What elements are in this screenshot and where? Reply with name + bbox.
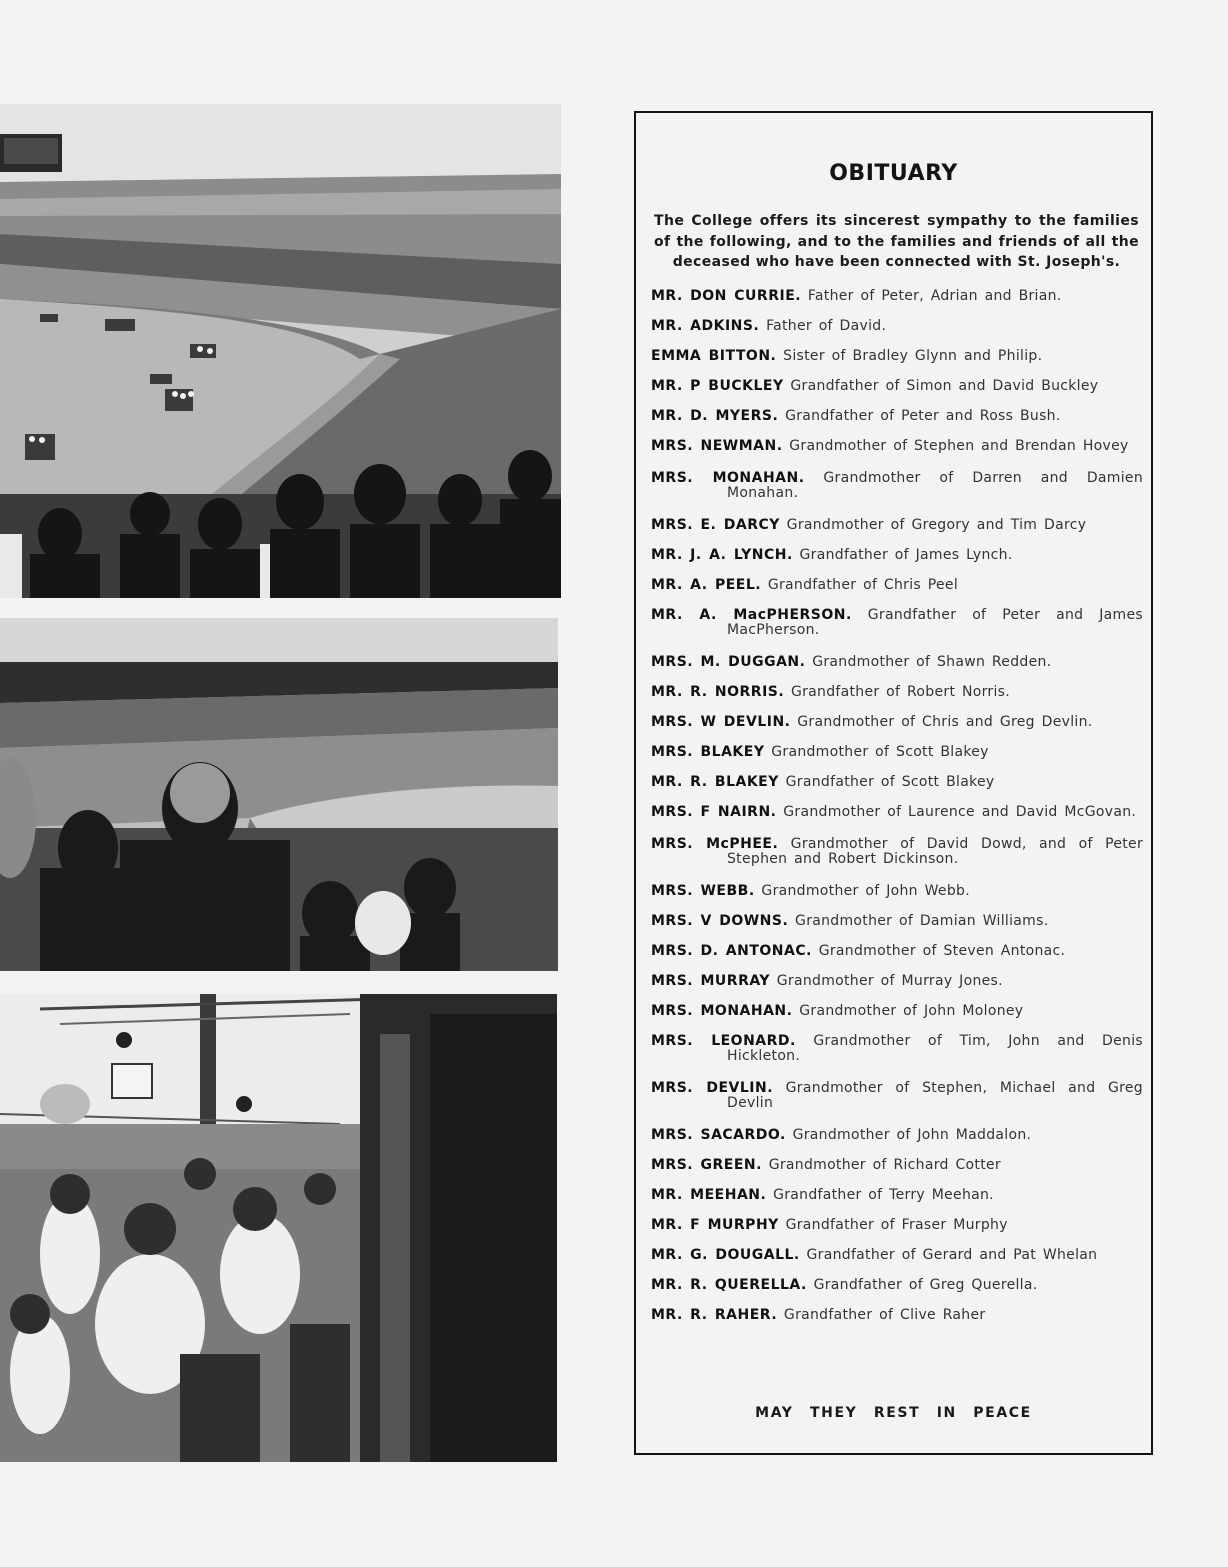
obituary-entry (651, 837, 1143, 867)
stadium-crowd-photo (0, 104, 561, 598)
entry-name: MRS. LEONARD. (651, 1033, 796, 1049)
entry-name: MRS. DEVLIN. (651, 1080, 774, 1096)
entry-relation: Grandfather of Gerard and Pat Whelan (806, 1247, 1098, 1263)
entry-name: MR. G. DOUGALL. (651, 1247, 800, 1263)
entry-name: MR. ADKINS. (651, 318, 760, 334)
obituary-entry (651, 1081, 1143, 1111)
obituary-title: OBITUARY (829, 161, 958, 186)
obituary-entry (651, 974, 1143, 989)
obituary-entry (651, 319, 1143, 334)
obituary-list (651, 289, 1143, 1338)
entry-name: MRS. D. ANTONAC. (651, 943, 812, 959)
entry-name: MRS. SACARDO. (651, 1127, 786, 1143)
entry-relation: Grandfather of Clive Raher (783, 1307, 986, 1323)
entry-name: MR. MEEHAN. (651, 1187, 767, 1203)
entry-relation: Grandmother of Shawn Redden. (812, 654, 1052, 670)
obituary-entry (651, 1218, 1143, 1233)
obituary-entry (651, 578, 1143, 593)
entry-relation: Grandmother of Chris and Greg Devlin. (797, 714, 1093, 730)
obituary-entry (651, 745, 1143, 760)
entry-name: MRS. V DOWNS. (651, 913, 789, 929)
entry-name: MRS. McPHEE. (651, 836, 779, 852)
entry-relation: Grandmother of Tim, John and Denis Hickleton. (727, 1033, 1143, 1064)
obituary-entry (651, 655, 1143, 670)
obituary-entry (651, 715, 1143, 730)
obituary-entry (651, 685, 1143, 700)
entry-relation: Grandmother of Laurence and David McGovan. (783, 804, 1137, 820)
obituary-entry (651, 944, 1143, 959)
entry-relation: Grandmother of Gregory and Tim Darcy (786, 517, 1087, 533)
entry-name: EMMA BITTON. (651, 348, 777, 364)
entry-name: MRS. M. DUGGAN. (651, 654, 806, 670)
entry-name: MRS. E. DARCY (651, 517, 780, 533)
entry-name: MR. DON CURRIE. (651, 288, 802, 304)
obituary-entry (651, 1158, 1143, 1173)
entry-name: MRS. MONAHAN. (651, 470, 805, 486)
obituary-intro: The College offers its sincerest sympathy to the families of the following, and to the families and friends of all the deceased who have been connected with St. Joseph's. (654, 213, 1139, 270)
children-train-photo (0, 994, 557, 1462)
stadium-crowd-image (0, 104, 561, 598)
obituary-entry (651, 884, 1143, 899)
obituary-entry (651, 548, 1143, 563)
entry-relation: Grandmother of Darren and Damien Monahan. (727, 470, 1143, 501)
entry-name: MR. A. MacPHERSON. (651, 607, 852, 623)
entry-name: MR. R. RAHER. (651, 1307, 778, 1323)
entry-name: MRS. F NAIRN. (651, 804, 777, 820)
entry-relation: Grandmother of John Moloney (799, 1003, 1024, 1019)
entry-name: MR. J. A. LYNCH. (651, 547, 793, 563)
entry-relation: Grandmother of John Maddalon. (792, 1127, 1032, 1143)
entry-relation: Grandfather of Scott Blakey (785, 774, 995, 790)
entry-name: MR. R. NORRIS. (651, 684, 785, 700)
entry-relation: Grandfather of Simon and David Buckley (790, 378, 1099, 394)
entry-relation: Grandfather of Peter and Ross Bush. (785, 408, 1061, 424)
entry-relation: Grandfather of Chris Peel (767, 577, 959, 593)
obituary-entry (651, 608, 1143, 638)
obituary-entry (651, 1188, 1143, 1203)
entry-name: MR. R. QUERELLA. (651, 1277, 807, 1293)
entry-name: MRS. MONAHAN. (651, 1003, 793, 1019)
entry-relation: Grandmother of David Dowd, and of Peter Stephen and Robert Dickinson. (727, 836, 1144, 867)
obituary-entry (651, 349, 1143, 364)
obituary-entry (651, 1128, 1143, 1143)
stadium-spectators-photo (0, 618, 558, 971)
obituary-entry (651, 409, 1143, 424)
entry-name: MR. F MURPHY (651, 1217, 779, 1233)
entry-name: MRS. BLAKEY (651, 744, 765, 760)
obituary-box (634, 111, 1153, 1455)
obituary-entry (651, 471, 1143, 501)
entry-relation: Grandmother of Stephen and Brendan Hovey (789, 438, 1129, 454)
entry-name: MR. D. MYERS. (651, 408, 779, 424)
obituary-entry (651, 1248, 1143, 1263)
obituary-entry (651, 914, 1143, 929)
entry-relation: Sister of Bradley Glynn and Philip. (783, 348, 1043, 364)
obituary-entry (651, 518, 1143, 533)
entry-relation: Grandfather of Greg Querella. (813, 1277, 1038, 1293)
obituary-entry (651, 1278, 1143, 1293)
entry-relation: Grandfather of Terry Meehan. (773, 1187, 994, 1203)
entry-relation: Grandfather of Robert Norris. (790, 684, 1011, 700)
obituary-entry (651, 1004, 1143, 1019)
entry-name: MRS. MURRAY (651, 973, 770, 989)
entry-relation: Grandfather of Fraser Murphy (785, 1217, 1008, 1233)
entry-name: MRS. W DEVLIN. (651, 714, 791, 730)
obituary-entry (651, 1308, 1143, 1323)
entry-relation: Grandmother of Murray Jones. (776, 973, 1003, 989)
obituary-entry (651, 1034, 1143, 1064)
entry-relation: Grandfather of Peter and James MacPherson. (727, 607, 1143, 638)
entry-name: MR. A. PEEL. (651, 577, 762, 593)
entry-relation: Grandmother of Richard Cotter (768, 1157, 1001, 1173)
entry-name: MRS. WEBB. (651, 883, 755, 899)
entry-relation: Grandmother of Damian Williams. (795, 913, 1049, 929)
entry-name: MRS. NEWMAN. (651, 438, 783, 454)
entry-relation: Grandmother of Steven Antonac. (818, 943, 1066, 959)
entry-name: MRS. GREEN. (651, 1157, 762, 1173)
entry-relation: Grandmother of Scott Blakey (771, 744, 989, 760)
obituary-entry (651, 379, 1143, 394)
entry-name: MR. P BUCKLEY (651, 378, 784, 394)
obituary-entry (651, 775, 1143, 790)
obituary-entry (651, 439, 1143, 454)
entry-name: MR. R. BLAKEY (651, 774, 779, 790)
entry-relation: Grandmother of John Webb. (761, 883, 970, 899)
entry-relation: Grandfather of James Lynch. (799, 547, 1013, 563)
entry-relation: Father of David. (766, 318, 887, 334)
entry-relation: Father of Peter, Adrian and Brian. (807, 288, 1062, 304)
entry-relation: Grandmother of Stephen, Michael and Greg Devlin (727, 1080, 1143, 1111)
stadium-spectators-image (0, 618, 558, 971)
obituary-entry (651, 805, 1143, 820)
obituary-closing: MAY THEY REST IN PEACE (755, 1405, 1032, 1421)
obituary-entry (651, 289, 1143, 304)
children-train-image (0, 994, 557, 1462)
